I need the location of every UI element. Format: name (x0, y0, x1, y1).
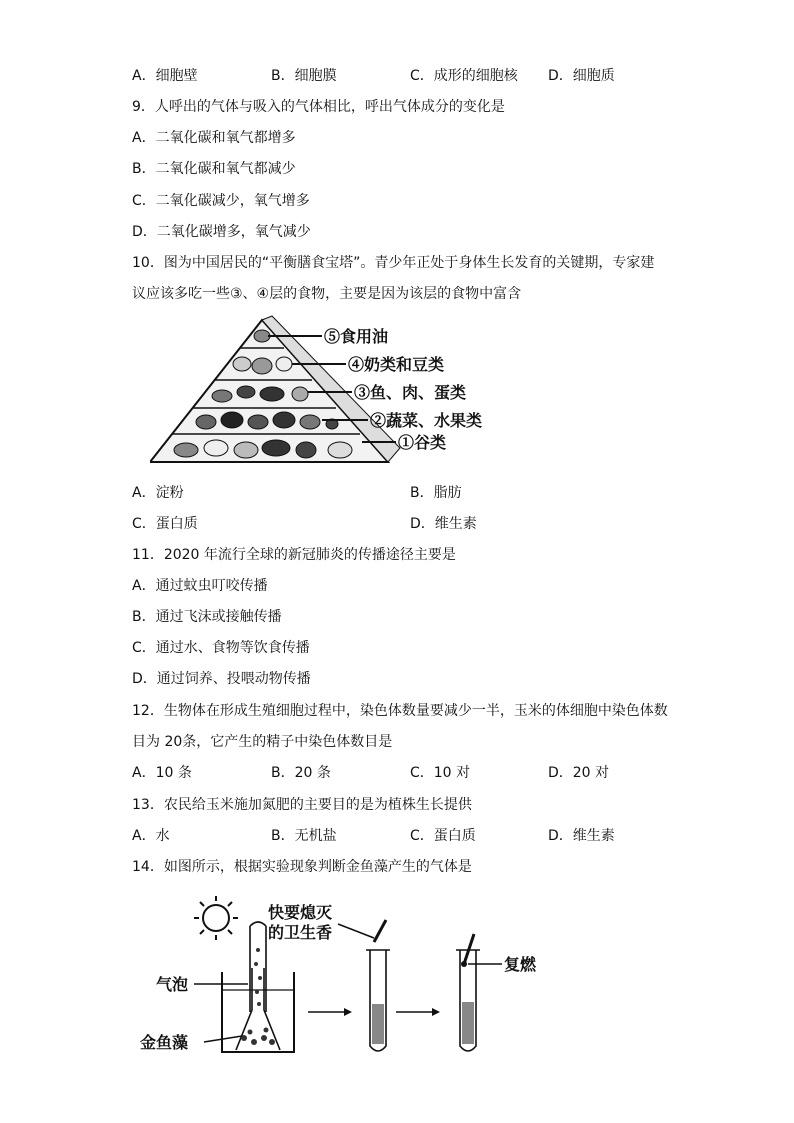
q11-option-a: A．通过蚊虫叮咬传播 (132, 578, 268, 594)
q12-stem-line2: 目为 20条，它产生的精子中染色体数目是 (132, 734, 393, 750)
pyramid-label-2: ②蔬菜、水果类 (370, 411, 483, 430)
pyramid-label-1: ①谷类 (398, 433, 447, 452)
goldfish-weed-label: 金鱼藻 (140, 1033, 189, 1052)
q10-stem-line2: 议应该多吃一些③、④层的食物，主要是因为该层的食物中富含 (132, 286, 522, 302)
q11-stem: 11．2020 年流行全球的新冠肺炎的传播途径主要是 (132, 547, 456, 563)
q9-option-d: D．二氧化碳增多，氧气减少 (132, 224, 311, 240)
q13-option-b: B．无机盐 (271, 828, 337, 844)
q10-option-b: B．脂肪 (410, 485, 462, 501)
pyramid-label-4: ④奶类和豆类 (348, 355, 445, 374)
q9-stem: 9．人呼出的气体与吸入的气体相比，呼出气体成分的变化是 (132, 99, 505, 115)
food-pyramid-figure (150, 312, 500, 472)
q11-option-c: C．通过水、食物等饮食传播 (132, 640, 310, 656)
q8-option-a: A．细胞壁 (132, 68, 198, 84)
q10-option-a: A．淀粉 (132, 485, 184, 501)
q13-stem: 13．农民给玉米施加氮肥的主要目的是为植株生长提供 (132, 797, 472, 813)
pyramid-label-5: ⑤食用油 (324, 327, 389, 346)
q10-option-c: C．蛋白质 (132, 516, 198, 532)
bubbles-label: 气泡 (156, 975, 189, 994)
q13-option-c: C．蛋白质 (410, 828, 476, 844)
q8-option-c: C．成形的细胞核 (410, 68, 518, 84)
q8-option-b: B．细胞膜 (271, 68, 337, 84)
q13-option-a: A．水 (132, 828, 170, 844)
q12-option-a: A．10 条 (132, 765, 192, 781)
q9-option-b: B．二氧化碳和氧气都减少 (132, 161, 296, 177)
q11-option-d: D．通过饲养、投喂动物传播 (132, 671, 311, 687)
incense-label-line1: 快要熄灭 (268, 903, 333, 922)
rekindle-label: 复燃 (504, 955, 537, 974)
q8-option-d: D．细胞质 (548, 68, 615, 84)
sun-icon (194, 896, 238, 940)
q9-option-a: A．二氧化碳和氧气都增多 (132, 130, 296, 146)
q12-stem-line1: 12．生物体在形成生殖细胞过程中，染色体数量要减少一半，玉米的体细胞中染色体数 (132, 703, 668, 719)
incense-label-line2: 的卫生香 (268, 923, 333, 942)
q14-stem: 14．如图所示，根据实验现象判断金鱼藻产生的气体是 (132, 859, 472, 875)
q12-option-c: C．10 对 (410, 765, 471, 781)
q10-option-d: D．维生素 (410, 516, 477, 532)
q11-option-b: B．通过飞沫或接触传播 (132, 609, 282, 625)
q12-option-b: B．20 条 (271, 765, 331, 781)
q9-option-c: C．二氧化碳减少，氧气增多 (132, 193, 310, 209)
q13-option-d: D．维生素 (548, 828, 615, 844)
q12-option-d: D．20 对 (548, 765, 610, 781)
goldfish-weed-experiment-figure (138, 892, 558, 1062)
pyramid-label-3: ③鱼、肉、蛋类 (354, 383, 467, 402)
q10-stem-line1: 10．图为中国居民的“平衡膳食宝塔”。青少年正处于身体生长发育的关键期，专家建 (132, 255, 655, 271)
